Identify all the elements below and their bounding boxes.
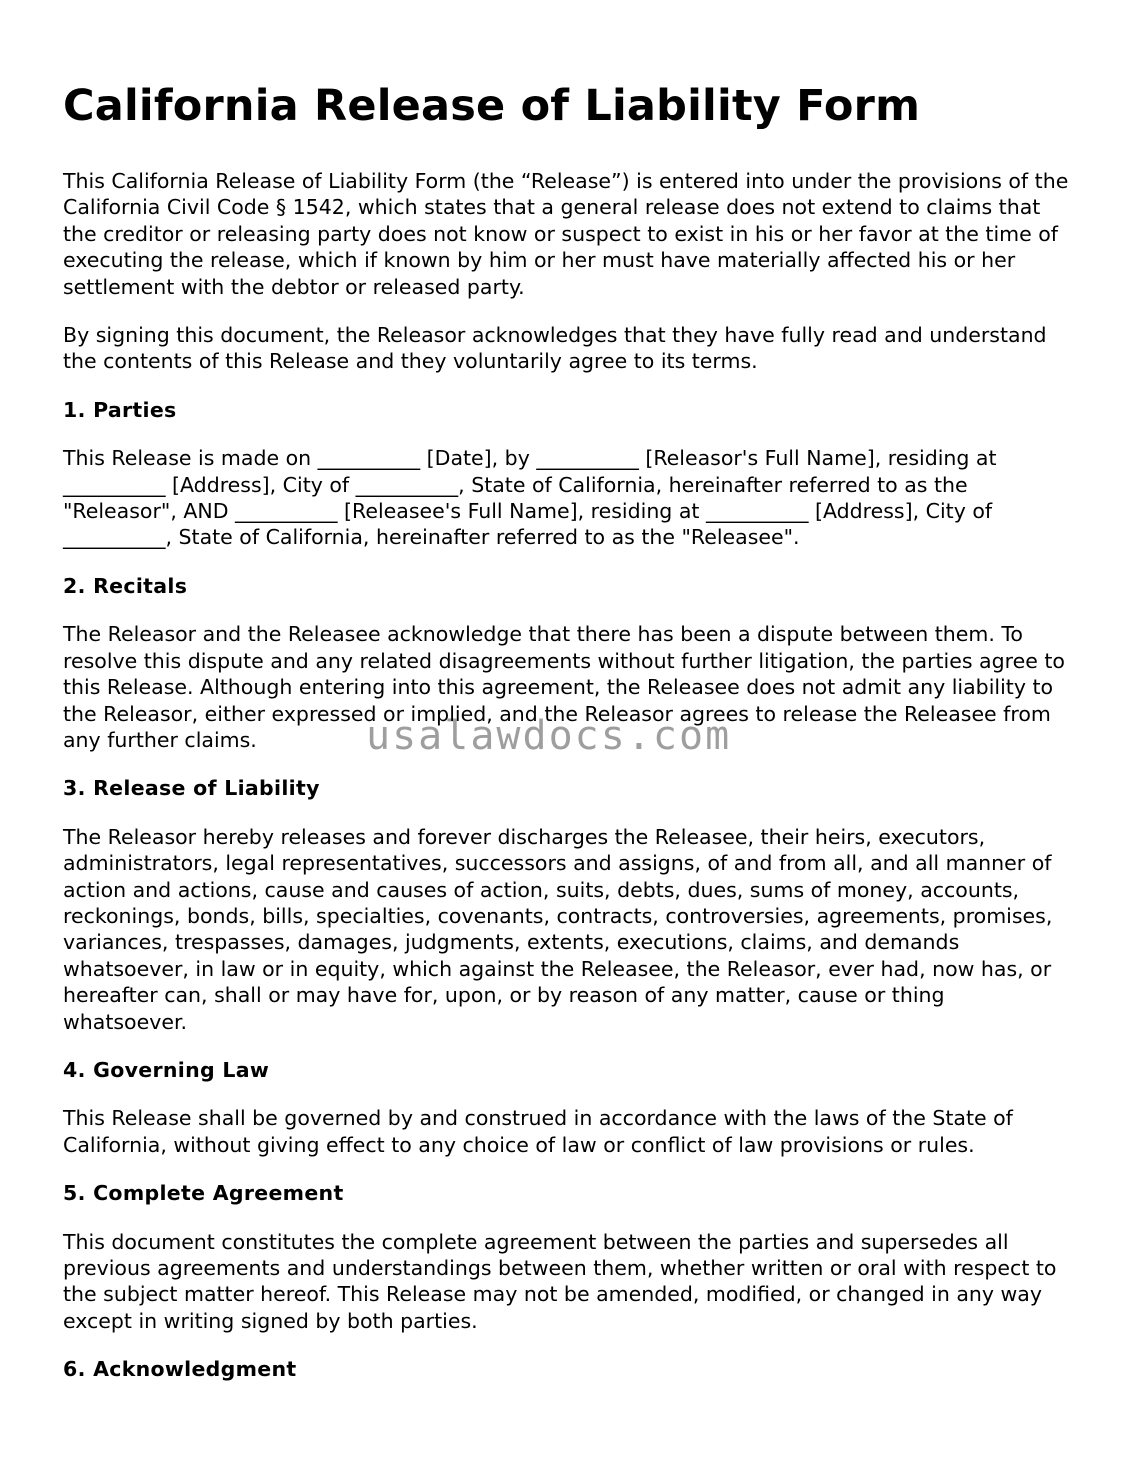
section-text-complete-agreement: This document constitutes the complete agreement between the parties and supersedes all previous agreements and understandings between them, whether written or oral with respect to the subject matter hereof. This Release may not be amended, modified, or changed in any way except in writing signed by both parties. <box>63 1229 1057 1333</box>
intro-paragraph: By signing this document, the Releasor acknowledges that they have fully read and understand the contents of this Release and they voluntarily agree to its terms. <box>63 323 1047 374</box>
watermark-text: usalawdocs.com <box>366 713 732 759</box>
section-heading-governing-law: 4. Governing Law <box>63 1057 270 1082</box>
section-text-governing-law: This Release shall be governed by and construed in accordance with the laws of the State of California, without giving effect to any choice of law or conflict of law provisions or rules. <box>63 1106 1013 1157</box>
intro-paragraph: This California Release of Liability Form (the “Release”) is entered into under the provisions of the California Civil Code § 1542, which states that a general release does not extend to claims that the creditor or releasing party does not know or suspect to exist in his or her favor at the time of executing the release, which if known by him or her must have materially affected his or her settlement with the debtor or released party. <box>63 169 1069 299</box>
section-text-release-of-liability: The Releasor hereby releases and forever discharges the Releasee, their heirs, executors, administrators, legal representatives, successors and assigns, of and from all, and all manner of action and actions, cause and causes of action, suits, debts, dues, sums of money, accounts, reckonings, bonds, bills, specialties, covenants, contracts, controversies, agreements, promises, variances, trespasses, damages, judgments, extents, executions, claims, and demands whatsoever, in law or in equity, which against the Releasee, the Releasor, ever had, now has, or hereafter can, shall or may have for, upon, or by reason of any matter, cause or thing whatsoever. <box>63 824 1053 1034</box>
section-heading-parties: 1. Parties <box>63 397 177 422</box>
document-page <box>63 78 1073 1405</box>
section-heading-acknowledgment: 6. Acknowledgment <box>63 1357 297 1382</box>
section-text-recitals: The Releasor and the Releasee acknowledge that there has been a dispute between them. To resolve this dispute and any related disagreements without further litigation, the parties agree to this Release. Although entering into this agreement, the Releasee does not admit any liability to the Releasor, either expressed or implied, and the Releasor agrees to release the Releasee from any further claims. <box>63 622 1065 752</box>
section-heading-complete-agreement: 5. Complete Agreement <box>63 1181 344 1206</box>
section-heading-release-of-liability: 3. Release of Liability <box>63 776 320 801</box>
section-heading-recitals: 2. Recitals <box>63 573 188 598</box>
document-title: California Release of Liability Form <box>63 81 921 131</box>
section-text-parties: This Release is made on __________ [Date], by __________ [Releasor's Full Name], residing at __________ [Address], City of __________, State of California, hereinafter referred to as the "Releasor", AND __________ [Releasee's Full Name], residing at __________ [Address], City of __________, State of California, hereinafter referred to as the "Releasee". <box>63 446 997 550</box>
